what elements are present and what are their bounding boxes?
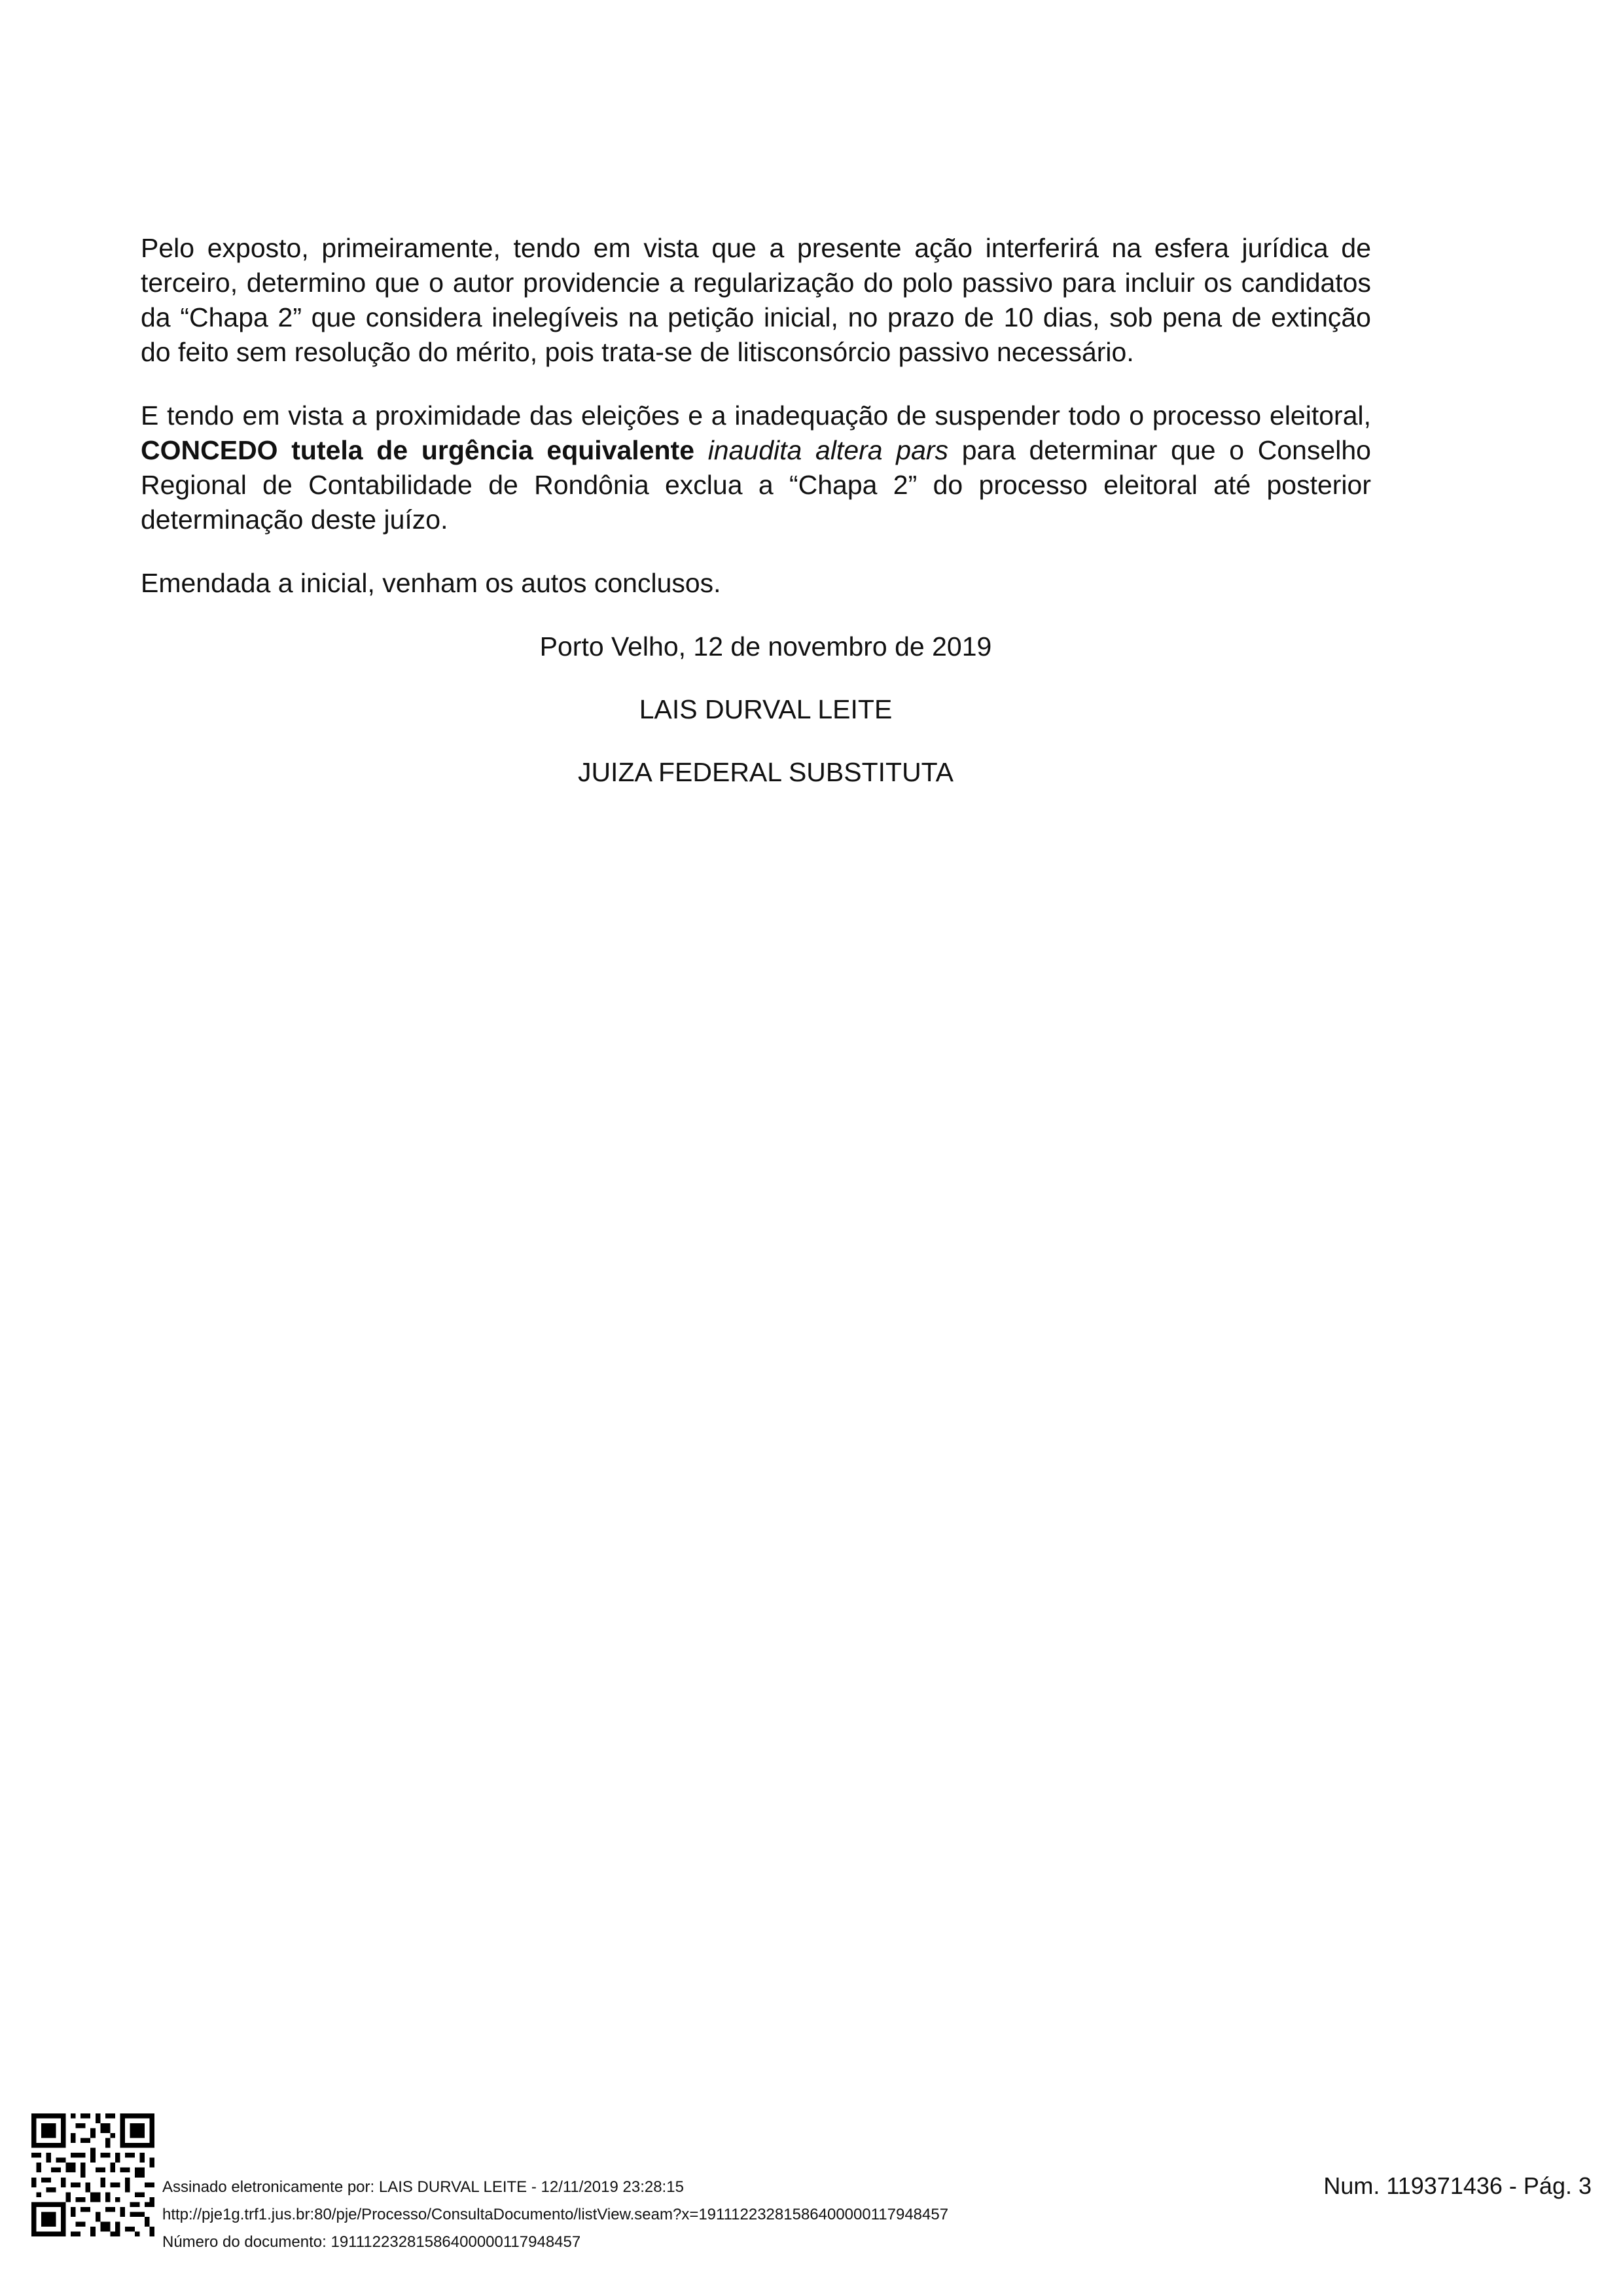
document-footer [0,2113,1623,2251]
place-date: Porto Velho, 12 de novembro de 2019 [539,631,992,662]
paragraph-tutela-italic: inaudita altera pars [707,435,949,465]
signature-block [141,629,1391,790]
paragraph-tutela-text-2: para determinar que o Conselho Regional de Contabilidade de Rondônia exclua a “Chapa 2” do processo eleitoral até posterior determinação deste juízo. [141,435,1371,535]
page-number: Num. 119371436 - Pág. 3 [1323,2172,1592,2199]
document-body [141,231,1371,818]
paragraph-exposto: Pelo exposto, primeiramente, tendo em vista que a presente ação interferirá na esfera jurídica de terceiro, determino que o autor providencie a regularização do polo passivo para incluir os candidatos da “Chapa 2” que considera inelegíveis na petição inicial, no prazo de 10 dias, sob pena de extinção do feito sem resolução do mérito, pois trata-se de litisconsórcio passivo necessário. [141,233,1371,367]
signed-by: Assinado eletronicamente por: LAIS DURVAL LEITE - 12/11/2019 23:28:15 [162,2178,684,2196]
judge-title: JUIZA FEDERAL SUBSTITUTA [577,757,954,787]
judge-name: LAIS DURVAL LEITE [639,694,893,724]
paragraph-tutela-text-1: E tendo em vista a proximidade das eleições e a inadequação de suspender todo o processo eleitoral, [141,400,1371,431]
qr-code-icon [31,2113,154,2236]
paragraph-tutela-bold: CONCEDO tutela de urgência equivalente [141,435,694,465]
paragraph-emendada: Emendada a inicial, venham os autos conclusos. [141,568,721,598]
paragraph-tutela-space [694,435,708,465]
document-url[interactable]: http://pje1g.trf1.jus.br:80/pje/Processo/ConsultaDocumento/listView.seam?x=19111223281586400000117948457 [162,2206,949,2223]
document-number: Número do documento: 19111223281586400000117948457 [162,2233,581,2251]
paragraph-tutela [141,398,1371,537]
electronic-signature-info [162,2174,948,2256]
